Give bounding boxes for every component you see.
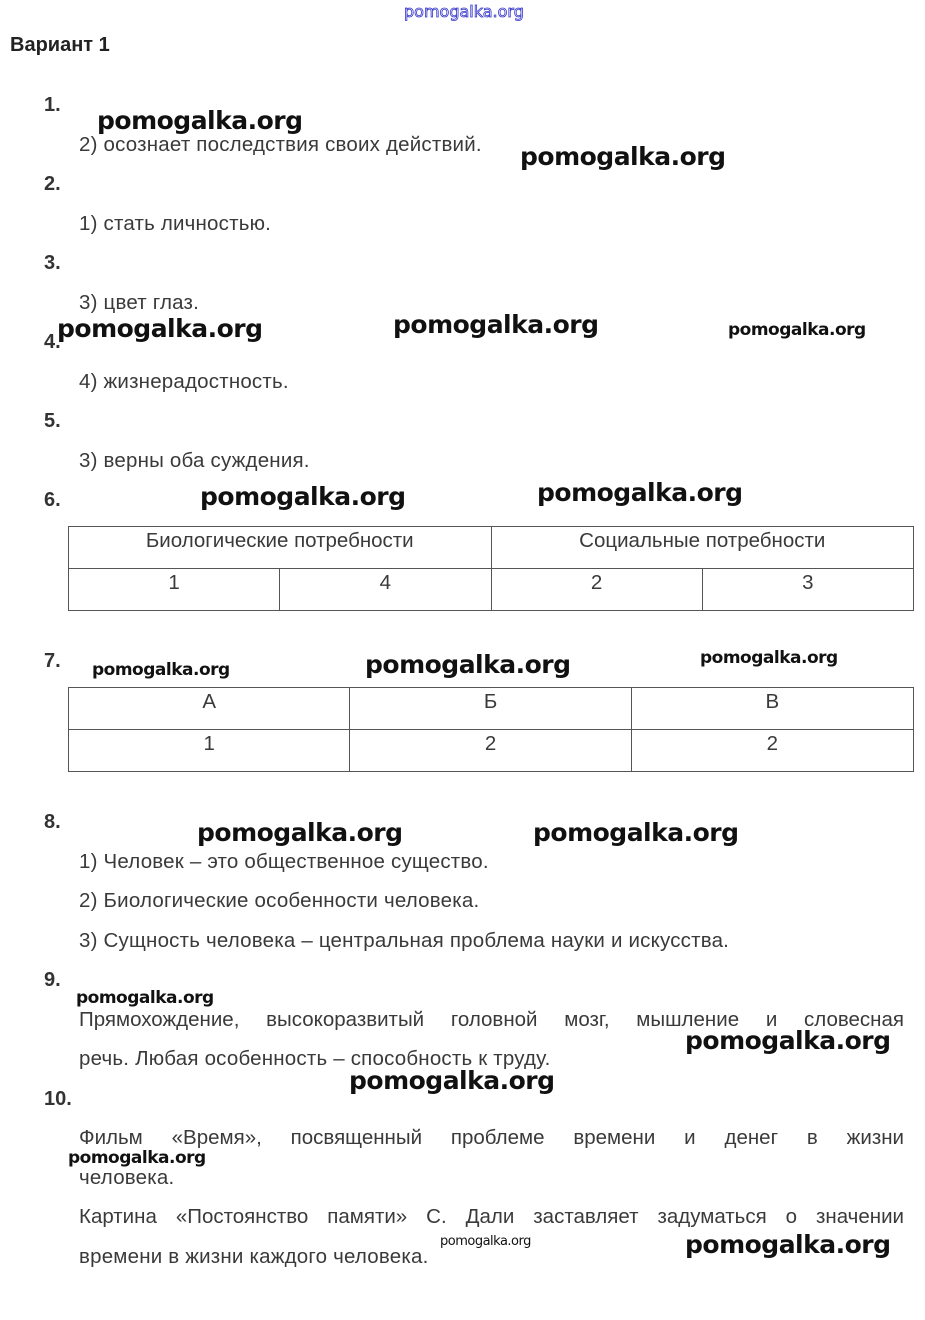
answer-line: Фильм «Время», посвященный проблеме времени и денег в жизни	[79, 1126, 904, 1149]
table-cell: 3	[702, 569, 913, 611]
question-number: 5.	[44, 410, 61, 432]
watermark: pomogalka.org	[520, 142, 726, 171]
answer-line: Картина «Постоянство памяти» С. Дали заставляет задуматься о значении	[79, 1205, 904, 1228]
question-number: 1.	[44, 94, 61, 116]
table-cell: 2	[631, 730, 913, 772]
table-cell: 2	[491, 569, 702, 611]
watermark: pomogalka.org	[393, 310, 599, 339]
watermark: pomogalka.org	[700, 648, 838, 668]
answer-line: 3) Сущность человека – центральная проблема науки и искусства.	[79, 929, 730, 952]
watermark: pomogalka.org	[68, 1148, 206, 1168]
question-number: 10.	[44, 1088, 72, 1110]
answer-line: 1) Человек – это общественное существо.	[79, 850, 489, 873]
watermark: pomogalka.org	[537, 478, 743, 507]
answer-line: человека.	[79, 1166, 175, 1189]
question-number: 8.	[44, 811, 61, 833]
watermark: pomogalka.org	[200, 482, 406, 511]
table-cell: 1	[69, 730, 350, 772]
answer-line: 2) Биологические особенности человека.	[79, 889, 480, 912]
answer: 4) жизнерадостность.	[79, 370, 289, 393]
answer-line: времени в жизни каждого человека.	[79, 1245, 429, 1268]
watermark: pomogalka.org	[97, 106, 303, 135]
watermark: pomogalka.org	[57, 314, 263, 343]
table-cell: 1	[69, 569, 280, 611]
watermark: pomogalka.org	[685, 1026, 891, 1055]
watermark: pomogalka.org	[728, 320, 866, 340]
answer: 3) верны оба суждения.	[79, 449, 310, 472]
table-header: Социальные потребности	[491, 527, 914, 569]
site-watermark-header: pomogalka.org	[404, 2, 524, 21]
variant-title: Вариант 1	[10, 34, 110, 56]
watermark: pomogalka.org	[533, 818, 739, 847]
question-number: 4.	[44, 331, 61, 353]
question-number: 2.	[44, 173, 61, 195]
matching-table	[68, 687, 914, 772]
needs-table	[68, 526, 914, 611]
table-header: А	[69, 688, 350, 730]
table-cell: 2	[350, 730, 631, 772]
table-cell: 4	[280, 569, 491, 611]
table-header: В	[631, 688, 913, 730]
answer: 3) цвет глаз.	[79, 291, 199, 314]
question-number: 9.	[44, 969, 61, 991]
question-number: 6.	[44, 489, 61, 511]
table-header: Биологические потребности	[69, 527, 492, 569]
watermark: pomogalka.org	[349, 1066, 555, 1095]
table-header: Б	[350, 688, 631, 730]
answer: 2) осознает последствия своих действий.	[79, 133, 482, 156]
question-number: 3.	[44, 252, 61, 274]
watermark: pomogalka.org	[365, 650, 571, 679]
answer-line: речь. Любая особенность – способность к труду.	[79, 1047, 551, 1070]
watermark: pomogalka.org	[685, 1230, 891, 1259]
question-number: 7.	[44, 650, 61, 672]
watermark: pomogalka.org	[440, 1234, 531, 1249]
answer-line: Прямохождение, высокоразвитый головной мозг, мышление и словесная	[79, 1008, 904, 1031]
watermark: pomogalka.org	[197, 818, 403, 847]
watermark: pomogalka.org	[76, 988, 214, 1008]
watermark: pomogalka.org	[92, 660, 230, 680]
answer: 1) стать личностью.	[79, 212, 272, 235]
